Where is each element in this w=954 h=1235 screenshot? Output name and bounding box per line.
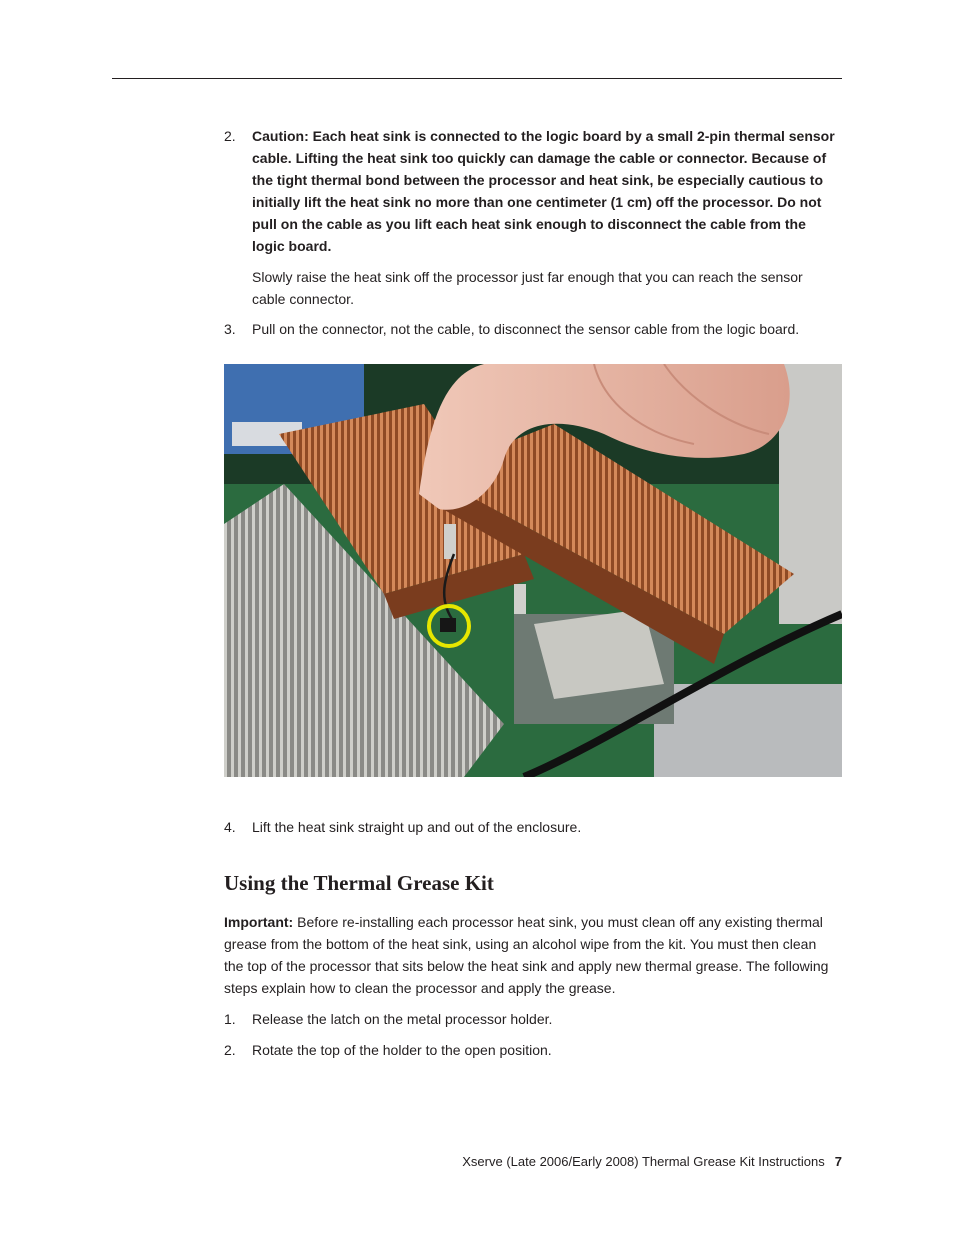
step-text: Lift the heat sink straight up and out of the enclosure. [252, 819, 582, 835]
step-2-top [224, 125, 836, 310]
page-number: 7 [834, 1154, 842, 1169]
footer-title: Xserve (Late 2006/Early 2008) Thermal Grease Kit Instructions [462, 1154, 825, 1169]
step-4 [224, 816, 836, 838]
important-text: Before re-installing each processor heat sink, you must clean off any existing thermal grease from the bottom of the heat sink, using an alcohol wipe from the kit. You must then clean the top of the processor that sits below the heat sink and apply new thermal grease. The following steps explain how to clean the processor and apply the grease. [224, 914, 829, 996]
step-text: Pull on the connector, not the cable, to disconnect the sensor cable from the logic board. [252, 321, 800, 337]
important-label: Important: [224, 914, 294, 930]
step-text: Release the latch on the metal processor holder. [252, 1011, 553, 1027]
step-text: Rotate the top of the holder to the open position. [252, 1042, 552, 1058]
step-number: 3. [224, 321, 236, 337]
caution-text: Caution: Each heat sink is connected to the logic board by a small 2-pin thermal sensor cable. Lifting the heat sink too quickly can damage the cable or connector. Because of the tight thermal bond between the processor and heat sink, be especially cautious to initially lift the heat sink no more than one centimeter (1 cm) off the processor. Do not pull on the cable as you lift each heat sink enough to disconnect the cable from the logic board. [252, 128, 835, 254]
step-number: 2. [224, 1042, 236, 1058]
step-text: Slowly raise the heat sink off the processor just far enough that you can reach the sensor cable connector. [252, 269, 803, 307]
step-3 [224, 318, 836, 340]
step-number: 2. [224, 128, 236, 144]
section-step-1 [224, 1008, 836, 1030]
section-step-2 [224, 1039, 836, 1061]
header-rule [112, 78, 842, 79]
page-footer [462, 1153, 842, 1171]
heat-sink-photo [224, 364, 842, 777]
step-number: 4. [224, 819, 236, 835]
step-number: 1. [224, 1011, 236, 1027]
section-heading: Using the Thermal Grease Kit [224, 871, 494, 895]
important-paragraph [224, 911, 838, 999]
